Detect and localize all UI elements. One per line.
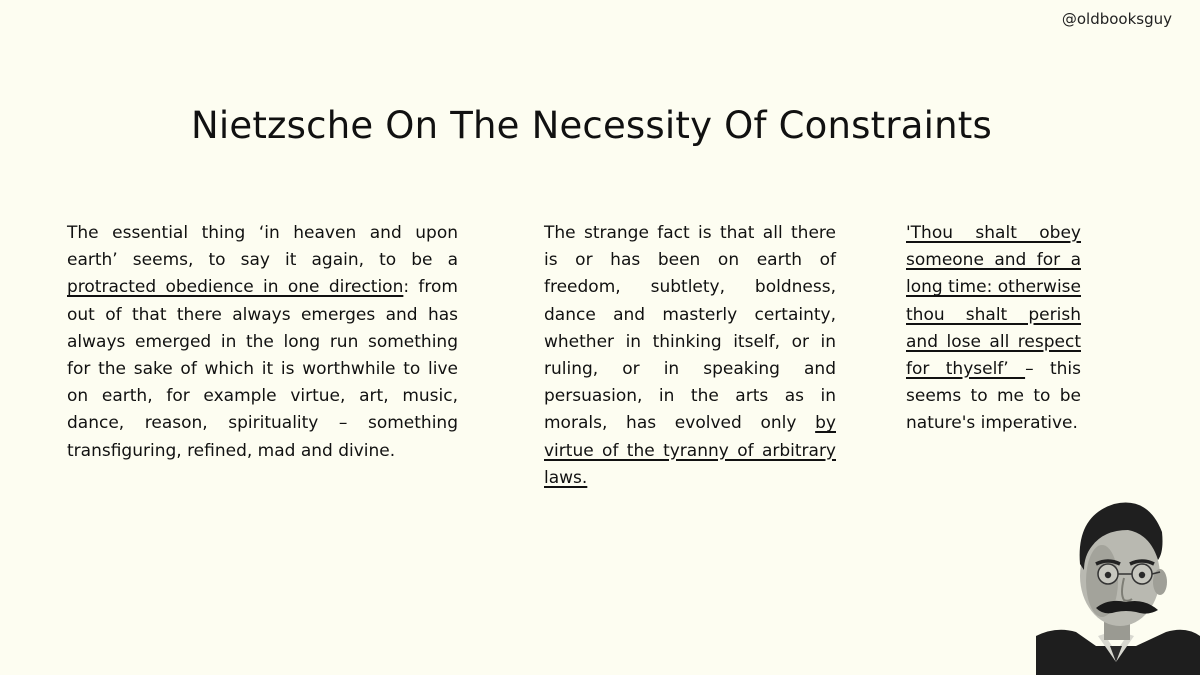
quote-column-3	[906, 220, 1081, 438]
quote-text: The strange fact is that all there is or has been on earth of freedom, subtlety, boldness, dance and masterly certainty, whether in thinking itself, or in ruling, or in speaking and persuasion, in the arts as in morals, has evolved only	[544, 223, 836, 434]
underlined-phrase: protracted obedience in one direction	[67, 277, 404, 298]
nietzsche-portrait	[1036, 486, 1200, 675]
quote-text: – this seems to me to be nature's imperative.	[906, 359, 1081, 434]
underlined-phrase: by virtue of the tyranny of arbitrary laws.	[544, 413, 836, 488]
quote-text: : from out of that there always emerges and has always emerged in the long run something for the sake of which it is worthwhile to live on earth, for example virtue, art, music, dance, reason, spirituality – something transfiguring, refined, mad and divine.	[67, 277, 458, 461]
page-title: Nietzsche On The Necessity Of Constraints	[191, 104, 992, 147]
portrait-icon	[1036, 486, 1200, 675]
underlined-phrase: 'Thou shalt obey someone and for a long time: otherwise thou shalt perish and lose all respect for thyself’	[906, 223, 1081, 380]
author-handle: @oldbooksguy	[1061, 10, 1172, 28]
quote-column-2	[544, 220, 836, 492]
quote-column-1	[67, 220, 458, 465]
quote-text: The essential thing ‘in heaven and upon earth’ seems, to say it again, to be a	[67, 223, 458, 271]
